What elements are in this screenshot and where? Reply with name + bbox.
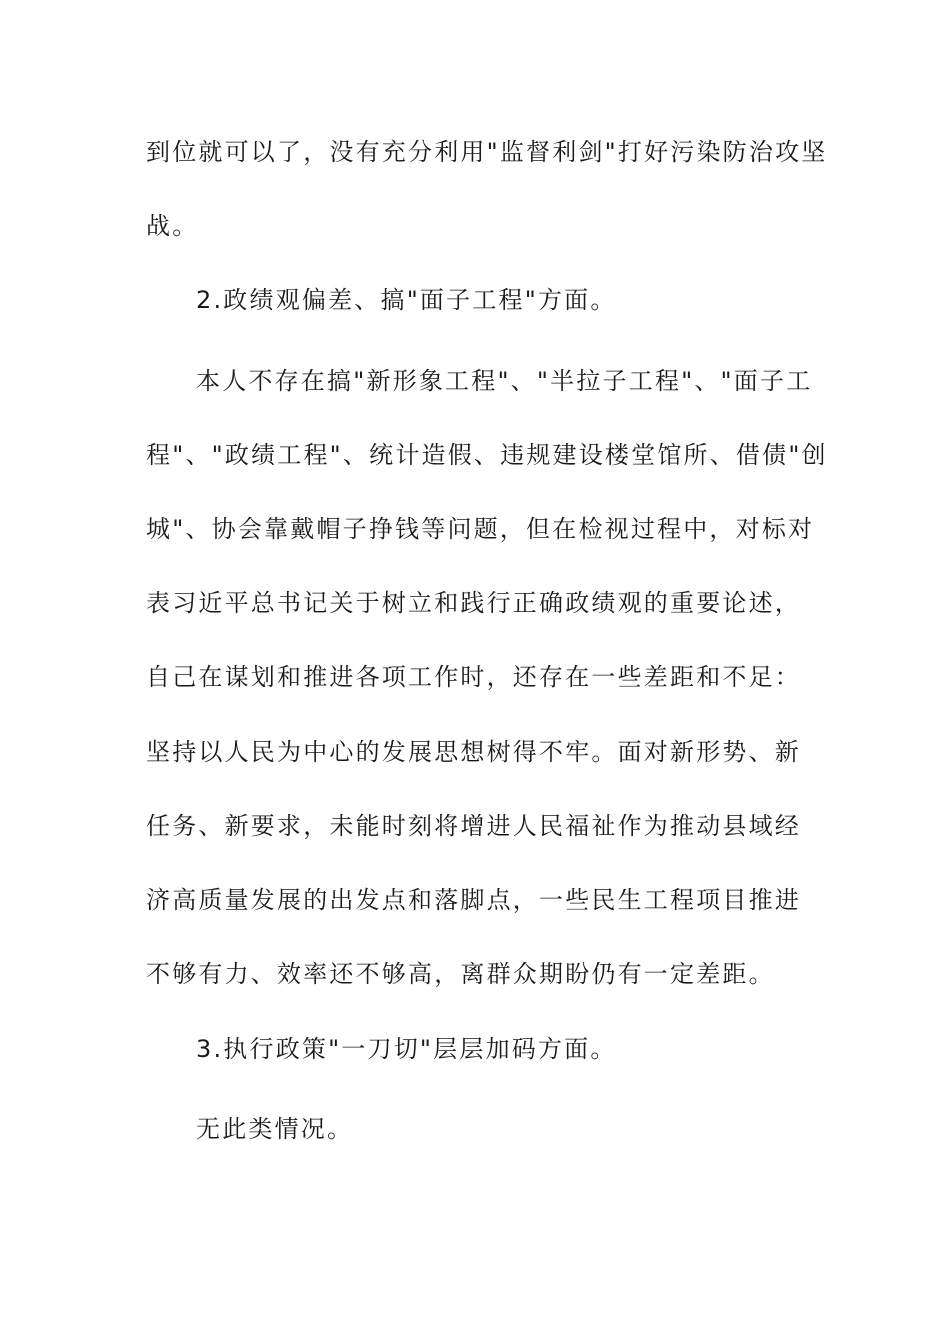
paragraph-line: 济高质量发展的出发点和落脚点，一些民生工程项目推进 bbox=[146, 886, 801, 914]
paragraph-line: 程"、"政绩工程"、统计造假、违规建设楼堂馆所、借债"创 bbox=[146, 441, 828, 469]
paragraph-line: 坚持以人民为中心的发展思想树得不牢。面对新形势、新 bbox=[146, 738, 801, 766]
paragraph-line: 城"、协会靠戴帽子挣钱等问题，但在检视过程中，对标对 bbox=[146, 515, 815, 543]
paragraph-line: 任务、新要求，未能时刻将增进人民福祉作为推动县域经 bbox=[146, 812, 801, 840]
section-heading-2: 2.政绩观偏差、搞"面子工程"方面。 bbox=[196, 286, 617, 314]
paragraph-line: 本人不存在搞"新形象工程"、"半拉子工程"、"面子工 bbox=[196, 367, 813, 395]
paragraph-line: 无此类情况。 bbox=[196, 1115, 354, 1143]
section-heading-3: 3.执行政策"一刀切"层层加码方面。 bbox=[196, 1035, 617, 1063]
paragraph-continuation-line: 到位就可以了，没有充分利用"监督利剑"打好污染防治攻坚 bbox=[146, 138, 828, 166]
paragraph-continuation-line: 战。 bbox=[146, 212, 199, 240]
paragraph-line: 不够有力、效率还不够高，离群众期盼仍有一定差距。 bbox=[146, 960, 775, 988]
paragraph-line: 表习近平总书记关于树立和践行正确政绩观的重要论述， bbox=[146, 589, 801, 617]
paragraph-line: 自己在谋划和推进各项工作时，还存在一些差距和不足： bbox=[146, 663, 801, 691]
